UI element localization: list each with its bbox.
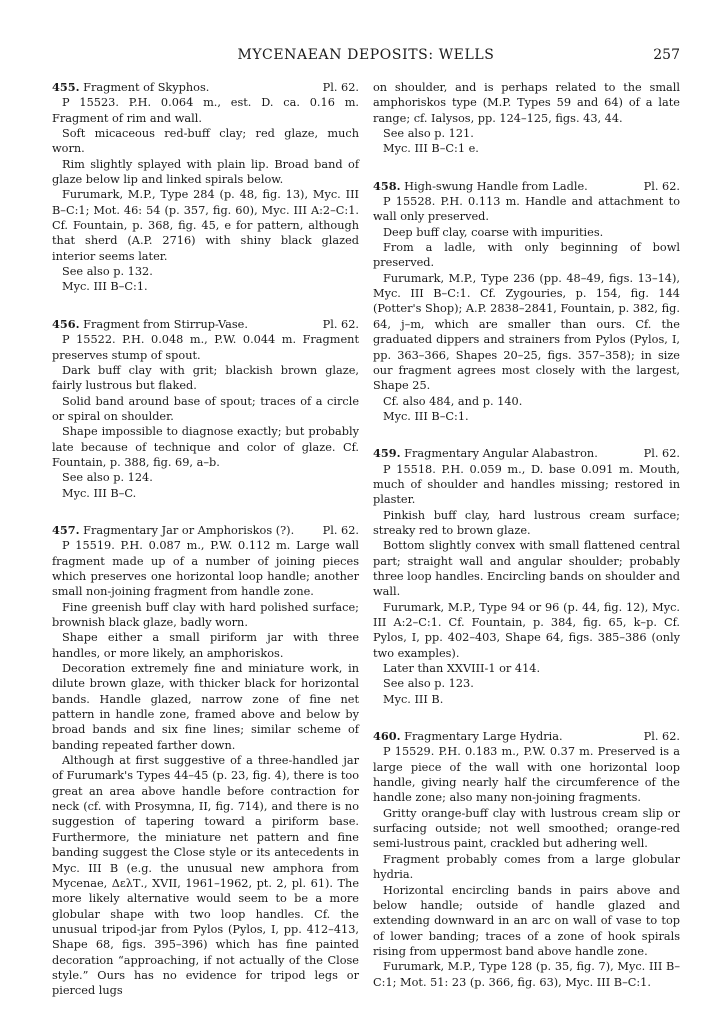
entry-paragraph: P 15523. P.H. 0.064 m., est. D. ca. 0.16 m. Fragment of rim and wall. — [52, 96, 359, 125]
entry-paragraph: Myc. III B. — [383, 692, 444, 706]
entry-paragraph: Furumark, M.P., Type 94 or 96 (p. 44, fig. 12), Myc. III A:2–C:1. Cf. Fountain, p. 384, fig. 65, k–p. Cf. Pylos, I, pp. 402–403, Shape 64, figs. 385–386 (only two examples). — [373, 600, 680, 660]
entry-heading — [373, 446, 680, 461]
entry-paragraph: Pinkish buff clay, hard lustrous cream surface; streaky red to brown glaze. — [373, 508, 680, 537]
entry-paragraph: See also p. 123. — [383, 677, 474, 691]
entry-paragraph: Soft micaceous red-buff clay; red glaze, much worn. — [52, 127, 359, 156]
entry-paragraph: Furumark, M.P., Type 284 (p. 48, fig. 13), Myc. III B–C:1; Mot. 46: 54 (p. 357, fig. 60), Myc. III A:2–C:1. Cf. Fountain, p. 368, fig. 45, e for pattern, although that sherd (A.P. 2716) with shiny black glazed interior seems later. — [52, 188, 359, 263]
entry-paragraph: Shape either a small piriform jar with three handles, or more likely, an amphoriskos. — [52, 631, 359, 660]
entry-paragraph: Rim slightly splayed with plain lip. Broad band of glaze below lip and linked spirals below. — [52, 157, 359, 187]
continued-text — [373, 80, 680, 157]
entry-paragraph: Cf. also 484, and p. 140. — [383, 394, 523, 408]
entry-number: 459. — [373, 446, 401, 461]
entry-title-text: Fragmentary Angular Alabastron. — [404, 447, 598, 461]
entry-paragraph: Horizontal encircling bands in pairs above and below handle; outside of handle glazed and extending downward in an arc on wall of vase to top of lower banding; traces of a zone of hook spirals rising from uppermost band above handle zone. — [373, 883, 680, 958]
entry-paragraph: See also p. 132. — [62, 265, 153, 279]
entry-paragraph: Deep buff clay, coarse with impurities. — [383, 225, 604, 239]
continued-paragraph: on shoulder, and is perhaps related to the small amphoriskos type (M.P. Types 59 and 64) of a late range; cf. Ialysos, pp. 124–125, figs. 43, 44. — [373, 81, 680, 125]
entry-title — [52, 317, 248, 332]
entry-paragraph: P 15519. P.H. 0.087 m., P.W. 0.112 m. Large wall fragment made up of a number of joining pieces which preserves one horizontal loop handle; another small non-joining fragment from handle zone. — [52, 539, 359, 599]
entry-paragraph: Later than XXVIII-1 or 414. — [383, 662, 541, 676]
plate-reference: Pl. 62. — [643, 730, 680, 744]
catalog-entry — [52, 523, 359, 999]
plate-reference: Pl. 62. — [322, 317, 359, 331]
entry-heading — [373, 729, 680, 744]
entry-paragraph: Gritty orange-buff clay with lustrous cream slip or surfacing outside; not well smoothed; orange-red semi-lustrous paint, crackled but adhering well. — [373, 806, 680, 851]
plate-reference: Pl. 62. — [643, 179, 680, 193]
entry-heading — [52, 80, 359, 95]
entry-paragraph: P 15528. P.H. 0.113 m. Handle and attachment to wall only preserved. — [373, 195, 680, 224]
continued-paragraph: See also p. 121. — [383, 127, 474, 141]
entry-paragraph: Myc. III B–C. — [62, 486, 137, 500]
entry-title — [373, 179, 588, 194]
entry-title — [52, 523, 294, 538]
entry-paragraph: Shape impossible to diagnose exactly; but probably late because of technique and color of glaze. Cf. Fountain, p. 388, fig. 69, a–b. — [52, 425, 359, 469]
entry-paragraph: Myc. III B–C:1. — [62, 280, 148, 294]
entry-title-text: Fragmentary Large Hydria. — [404, 730, 563, 744]
entry-paragraph: Furumark, M.P., Type 236 (pp. 48–49, figs. 13–14), Myc. III B–C:1. Cf. Zygouries, p. 154, fig. 144 (Potter's Shop); A.P. 2838–2841, Fountain, p. 382, fig. 64, j–m, which are smaller than ours. Cf. the graduated dippers and strainers from Pylos (Pylos, I, pp. 363–366, Shapes 20–25, figs. 357–358); in size our fragment agrees most closely with the largest, Shape 25. — [373, 271, 680, 393]
entry-title — [373, 729, 563, 744]
entry-paragraph: See also p. 124. — [62, 471, 153, 485]
running-header — [52, 47, 680, 67]
entry-heading — [52, 317, 359, 332]
catalog-entry — [373, 446, 680, 707]
entry-paragraph: P 15529. P.H. 0.183 m., P.W. 0.37 m. Preserved is a large piece of the wall with one horizontal loop handle, giving nearly half the circumference of the handle zone; also many non-joining fragments. — [373, 745, 680, 805]
plate-reference: Pl. 62. — [322, 81, 359, 94]
entry-paragraph: Fragment probably comes from a large globular hydria. — [373, 852, 680, 882]
entry-paragraph: From a ladle, with only beginning of bowl preserved. — [373, 241, 680, 270]
left-column — [52, 80, 359, 1021]
entry-number: 458. — [373, 178, 401, 193]
entry-number: 455. — [52, 80, 80, 94]
right-column — [373, 80, 680, 1012]
entry-paragraph: P 15518. P.H. 0.059 m., D. base 0.091 m. Mouth, much of shoulder and handles missing; restored in plaster. — [373, 462, 680, 507]
entry-number: 456. — [52, 316, 80, 331]
page-number: 257 — [653, 47, 680, 63]
entry-title — [373, 446, 598, 461]
entry-title — [52, 80, 209, 95]
catalog-entry — [373, 179, 680, 425]
running-head-title: MYCENAEAN DEPOSITS: WELLS — [237, 47, 495, 63]
entry-title-text: High-swung Handle from Ladle. — [404, 179, 588, 193]
catalog-entry — [52, 80, 359, 295]
entry-paragraph: Although at first suggestive of a three-handled jar of Furumark's Types 44–45 (p. 23, fig. 4), there is too great an area above handle before contraction for neck (cf. with Prosymna, II, fig. 714), and there is no suggestion of tapering toward a piriform base. Furthermore, the miniature net pattern and fine banding suggest the Close style or its antecedents in Myc. III B (e.g. the unusual new amphora from Mycenae, ΔελΤ., XVII, 1961–1962, pt. 2, pl. 61). The more likely alternative would seem to be a more globular shape with two loop handles. Cf. the unusual tripod-jar from Pylos (Pylos, I, pp. 412–413, Shape 68, figs. 395–396) which has fine painted decoration “approaching, if not actually of the Close style.” Ours has no evidence for tripod legs or pierced lugs — [52, 754, 359, 998]
entry-paragraph: Myc. III B–C:1. — [383, 409, 469, 423]
plate-reference: Pl. 62. — [643, 447, 680, 461]
entry-heading — [373, 179, 680, 194]
entry-paragraph: Dark buff clay with grit; blackish brown glaze, fairly lustrous but flaked. — [52, 363, 359, 393]
plate-reference: Pl. 62. — [322, 523, 359, 537]
entry-number: 457. — [52, 522, 80, 537]
entry-paragraph: Bottom slightly convex with small flattened central part; straight wall and angular shoulder; probably three loop handles. Encircling bands on shoulder and wall. — [373, 539, 680, 599]
catalog-entry — [52, 317, 359, 501]
entry-paragraph: P 15522. P.H. 0.048 m., P.W. 0.044 m. Fragment preserves stump of spout. — [52, 333, 359, 362]
entry-paragraph: Decoration extremely fine and miniature work, in dilute brown glaze, with thicker black for horizontal bands. Handle glazed, narrow zone of fine net pattern in handle zone, framed above and below by broad bands and six fine lines; similar scheme of banding repeated farther down. — [52, 662, 359, 752]
continued-paragraph: Myc. III B–C:1 e. — [383, 142, 479, 156]
entry-title-text: Fragment from Stirrup-Vase. — [83, 317, 248, 331]
catalog-entry — [373, 729, 680, 990]
entry-title-text: Fragment of Skyphos. — [83, 81, 210, 94]
entry-paragraph: Solid band around base of spout; traces of a circle or spiral on shoulder. — [52, 394, 359, 423]
entry-number: 460. — [373, 729, 401, 744]
entry-paragraph: Furumark, M.P., Type 128 (p. 35, fig. 7), Myc. III B–C:1; Mot. 51: 23 (p. 366, fig. 63), Myc. III B–C:1. — [373, 960, 680, 989]
entry-paragraph: Fine greenish buff clay with hard polished surface; brownish black glaze, badly worn. — [52, 600, 359, 629]
entry-heading — [52, 523, 359, 538]
entry-title-text: Fragmentary Jar or Amphoriskos (?). — [83, 523, 295, 537]
